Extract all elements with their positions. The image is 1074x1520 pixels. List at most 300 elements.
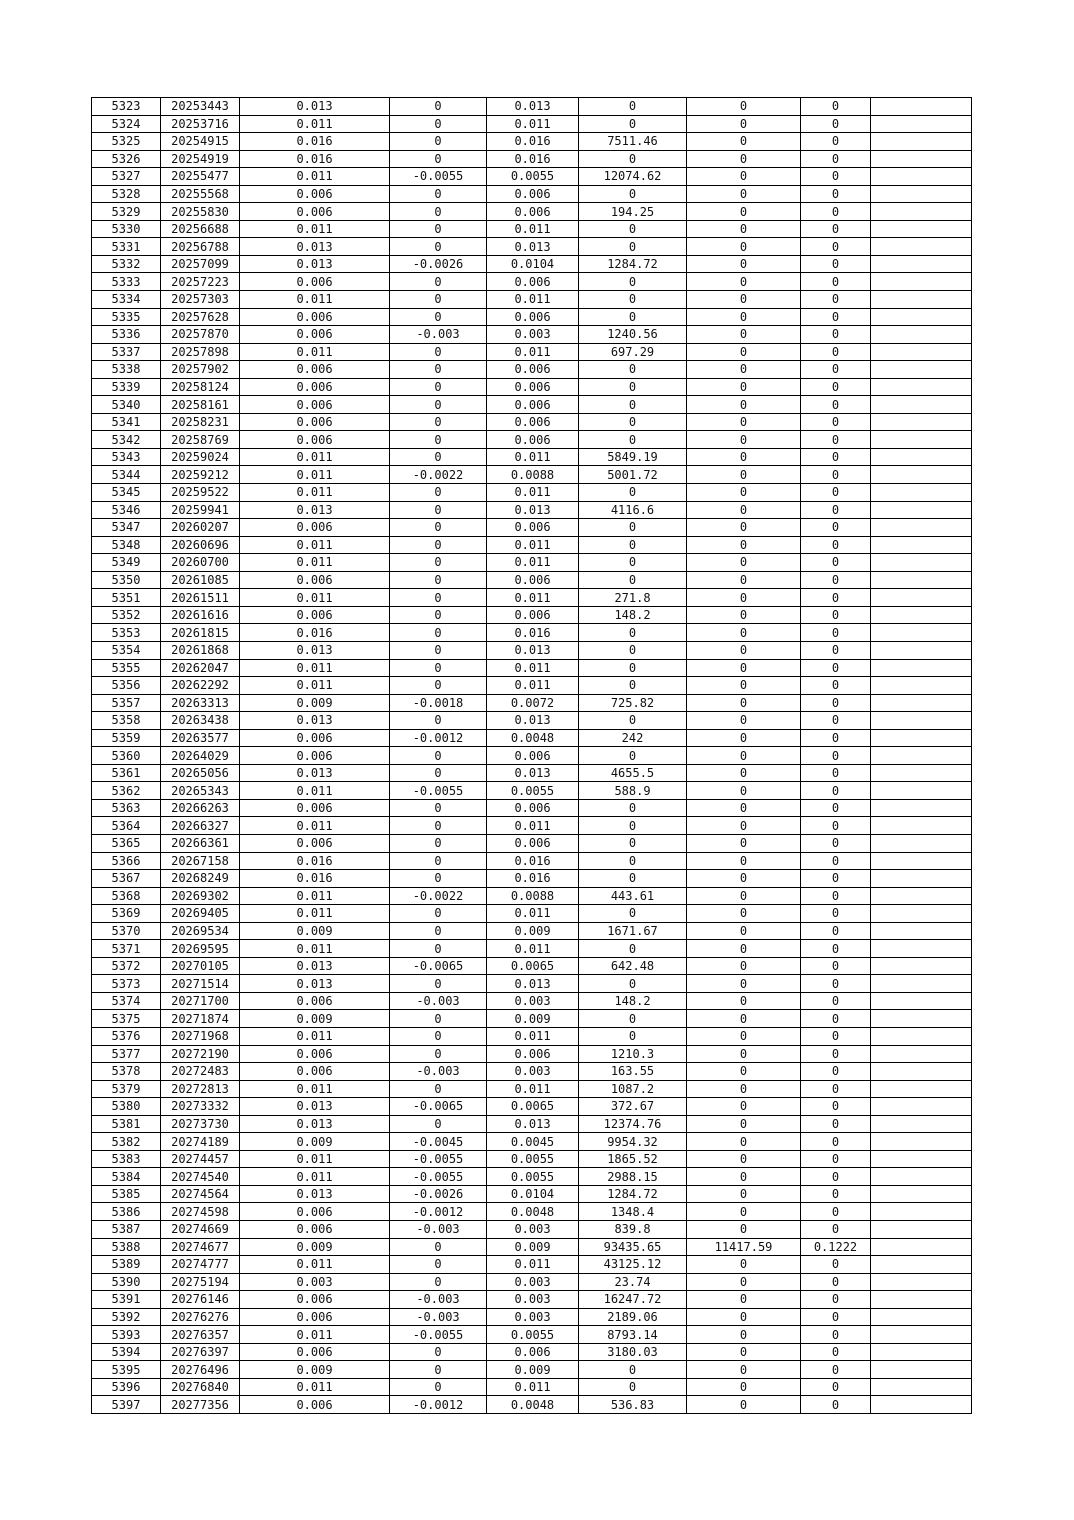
amount-cell: 0 (579, 150, 687, 168)
rate-cell: 0.011 (240, 905, 390, 923)
net-rate-cell: 0.006 (487, 378, 579, 396)
rate-cell: 0.011 (240, 589, 390, 607)
table-row (92, 764, 972, 782)
rate-cell: 0.011 (240, 220, 390, 238)
row-number-cell: 5364 (92, 817, 161, 835)
net-rate-cell: 0.006 (487, 185, 579, 203)
ratio-cell: 0 (801, 1378, 871, 1396)
adjustment-cell: 0 (390, 150, 487, 168)
value-cell: 0 (687, 273, 801, 291)
table-row (92, 1027, 972, 1045)
id-cell: 20258231 (161, 413, 240, 431)
ratio-cell: 0 (801, 203, 871, 221)
row-number-cell: 5356 (92, 677, 161, 695)
value-cell: 0 (687, 922, 801, 940)
table-row (92, 484, 972, 502)
id-cell: 20253716 (161, 115, 240, 133)
blank-cell (871, 361, 972, 379)
ratio-cell: 0 (801, 1150, 871, 1168)
value-cell: 0 (687, 1291, 801, 1309)
value-cell: 0 (687, 484, 801, 502)
adjustment-cell: -0.0026 (390, 1185, 487, 1203)
amount-cell: 1671.67 (579, 922, 687, 940)
ratio-cell: 0 (801, 1308, 871, 1326)
table-row (92, 1221, 972, 1239)
row-number-cell: 5361 (92, 764, 161, 782)
value-cell: 0 (687, 1045, 801, 1063)
rate-cell: 0.013 (240, 255, 390, 273)
net-rate-cell: 0.011 (487, 343, 579, 361)
id-cell: 20263438 (161, 712, 240, 730)
blank-cell (871, 905, 972, 923)
blank-cell (871, 659, 972, 677)
value-cell: 0 (687, 203, 801, 221)
blank-cell (871, 887, 972, 905)
rate-cell: 0.009 (240, 1133, 390, 1151)
blank-cell (871, 1063, 972, 1081)
value-cell: 0 (687, 641, 801, 659)
amount-cell: 372.67 (579, 1098, 687, 1116)
net-rate-cell: 0.011 (487, 448, 579, 466)
value-cell: 0 (687, 255, 801, 273)
row-number-cell: 5323 (92, 98, 161, 116)
blank-cell (871, 484, 972, 502)
rate-cell: 0.006 (240, 1203, 390, 1221)
adjustment-cell: 0 (390, 220, 487, 238)
amount-cell: 3180.03 (579, 1343, 687, 1361)
net-rate-cell: 0.013 (487, 764, 579, 782)
rate-cell: 0.011 (240, 817, 390, 835)
row-number-cell: 5336 (92, 326, 161, 344)
amount-cell: 1284.72 (579, 255, 687, 273)
blank-cell (871, 852, 972, 870)
table-row (92, 1045, 972, 1063)
net-rate-cell: 0.016 (487, 624, 579, 642)
net-rate-cell: 0.009 (487, 1010, 579, 1028)
amount-cell: 0 (579, 905, 687, 923)
row-number-cell: 5359 (92, 729, 161, 747)
id-cell: 20254919 (161, 150, 240, 168)
row-number-cell: 5351 (92, 589, 161, 607)
id-cell: 20274457 (161, 1150, 240, 1168)
row-number-cell: 5338 (92, 361, 161, 379)
net-rate-cell: 0.0048 (487, 1396, 579, 1414)
id-cell: 20257902 (161, 361, 240, 379)
amount-cell: 725.82 (579, 694, 687, 712)
net-rate-cell: 0.0048 (487, 1203, 579, 1221)
amount-cell: 697.29 (579, 343, 687, 361)
rate-cell: 0.013 (240, 98, 390, 116)
amount-cell: 839.8 (579, 1221, 687, 1239)
row-number-cell: 5386 (92, 1203, 161, 1221)
value-cell: 0 (687, 1396, 801, 1414)
table-row (92, 1203, 972, 1221)
adjustment-cell: 0 (390, 361, 487, 379)
table-row (92, 255, 972, 273)
blank-cell (871, 729, 972, 747)
table-row (92, 466, 972, 484)
id-cell: 20274189 (161, 1133, 240, 1151)
rate-cell: 0.016 (240, 150, 390, 168)
adjustment-cell: -0.003 (390, 1291, 487, 1309)
id-cell: 20262292 (161, 677, 240, 695)
net-rate-cell: 0.0072 (487, 694, 579, 712)
amount-cell: 0 (579, 852, 687, 870)
blank-cell (871, 1185, 972, 1203)
net-rate-cell: 0.0055 (487, 782, 579, 800)
net-rate-cell: 0.011 (487, 589, 579, 607)
rate-cell: 0.006 (240, 396, 390, 414)
blank-cell (871, 273, 972, 291)
value-cell: 0 (687, 1063, 801, 1081)
row-number-cell: 5324 (92, 115, 161, 133)
rate-cell: 0.011 (240, 782, 390, 800)
net-rate-cell: 0.016 (487, 133, 579, 151)
ratio-cell: 0 (801, 1396, 871, 1414)
rate-cell: 0.011 (240, 1378, 390, 1396)
amount-cell: 588.9 (579, 782, 687, 800)
net-rate-cell: 0.011 (487, 817, 579, 835)
table-row (92, 133, 972, 151)
blank-cell (871, 1273, 972, 1291)
id-cell: 20261085 (161, 571, 240, 589)
rate-cell: 0.006 (240, 799, 390, 817)
amount-cell: 0 (579, 677, 687, 695)
ratio-cell: 0 (801, 992, 871, 1010)
blank-cell (871, 1133, 972, 1151)
adjustment-cell: -0.0012 (390, 1203, 487, 1221)
ratio-cell: 0 (801, 291, 871, 309)
ratio-cell: 0 (801, 712, 871, 730)
table-row (92, 1256, 972, 1274)
id-cell: 20276840 (161, 1378, 240, 1396)
id-cell: 20259024 (161, 448, 240, 466)
row-number-cell: 5379 (92, 1080, 161, 1098)
rate-cell: 0.006 (240, 185, 390, 203)
table-row (92, 326, 972, 344)
adjustment-cell: -0.0055 (390, 782, 487, 800)
amount-cell: 242 (579, 729, 687, 747)
row-number-cell: 5365 (92, 834, 161, 852)
adjustment-cell: 0 (390, 571, 487, 589)
table-row (92, 1291, 972, 1309)
ratio-cell: 0 (801, 1168, 871, 1186)
net-rate-cell: 0.003 (487, 326, 579, 344)
rate-cell: 0.006 (240, 606, 390, 624)
value-cell: 0 (687, 448, 801, 466)
ratio-cell: 0 (801, 98, 871, 116)
ratio-cell: 0 (801, 1080, 871, 1098)
blank-cell (871, 501, 972, 519)
adjustment-cell: 0 (390, 940, 487, 958)
adjustment-cell: 0 (390, 1238, 487, 1256)
value-cell: 0 (687, 185, 801, 203)
adjustment-cell: 0 (390, 975, 487, 993)
blank-cell (871, 1291, 972, 1309)
id-cell: 20267158 (161, 852, 240, 870)
ratio-cell: 0 (801, 361, 871, 379)
rate-cell: 0.011 (240, 484, 390, 502)
value-cell: 0 (687, 326, 801, 344)
adjustment-cell: 0 (390, 203, 487, 221)
blank-cell (871, 168, 972, 186)
blank-cell (871, 238, 972, 256)
table-row (92, 1343, 972, 1361)
adjustment-cell: 0 (390, 185, 487, 203)
row-number-cell: 5385 (92, 1185, 161, 1203)
amount-cell: 0 (579, 1361, 687, 1379)
row-number-cell: 5374 (92, 992, 161, 1010)
ratio-cell: 0 (801, 378, 871, 396)
ratio-cell: 0 (801, 641, 871, 659)
net-rate-cell: 0.013 (487, 501, 579, 519)
net-rate-cell: 0.006 (487, 273, 579, 291)
value-cell: 0 (687, 571, 801, 589)
value-cell: 0 (687, 1080, 801, 1098)
row-number-cell: 5349 (92, 554, 161, 572)
amount-cell: 5849.19 (579, 448, 687, 466)
adjustment-cell: 0 (390, 396, 487, 414)
net-rate-cell: 0.0088 (487, 887, 579, 905)
amount-cell: 0 (579, 624, 687, 642)
adjustment-cell: 0 (390, 1343, 487, 1361)
amount-cell: 0 (579, 519, 687, 537)
ratio-cell: 0 (801, 501, 871, 519)
ratio-cell: 0 (801, 466, 871, 484)
net-rate-cell: 0.0055 (487, 168, 579, 186)
id-cell: 20261511 (161, 589, 240, 607)
blank-cell (871, 1256, 972, 1274)
net-rate-cell: 0.006 (487, 519, 579, 537)
rate-cell: 0.006 (240, 729, 390, 747)
ratio-cell: 0 (801, 852, 871, 870)
blank-cell (871, 255, 972, 273)
id-cell: 20257870 (161, 326, 240, 344)
value-cell: 0 (687, 957, 801, 975)
ratio-cell: 0 (801, 1291, 871, 1309)
value-cell: 0 (687, 747, 801, 765)
ratio-cell: 0 (801, 308, 871, 326)
row-number-cell: 5366 (92, 852, 161, 870)
net-rate-cell: 0.0104 (487, 255, 579, 273)
id-cell: 20258161 (161, 396, 240, 414)
value-cell: 0 (687, 606, 801, 624)
ratio-cell: 0 (801, 870, 871, 888)
blank-cell (871, 1080, 972, 1098)
amount-cell: 0 (579, 308, 687, 326)
amount-cell: 16247.72 (579, 1291, 687, 1309)
amount-cell: 0 (579, 115, 687, 133)
row-number-cell: 5342 (92, 431, 161, 449)
table-row (92, 1115, 972, 1133)
blank-cell (871, 1203, 972, 1221)
table-row (92, 413, 972, 431)
blank-cell (871, 1150, 972, 1168)
blank-cell (871, 1378, 972, 1396)
blank-cell (871, 133, 972, 151)
rate-cell: 0.013 (240, 712, 390, 730)
amount-cell: 0 (579, 975, 687, 993)
amount-cell: 23.74 (579, 1273, 687, 1291)
blank-cell (871, 1115, 972, 1133)
amount-cell: 1284.72 (579, 1185, 687, 1203)
blank-cell (871, 834, 972, 852)
id-cell: 20260700 (161, 554, 240, 572)
ratio-cell: 0 (801, 1115, 871, 1133)
net-rate-cell: 0.006 (487, 308, 579, 326)
id-cell: 20259941 (161, 501, 240, 519)
adjustment-cell: 0 (390, 378, 487, 396)
amount-cell: 8793.14 (579, 1326, 687, 1344)
ratio-cell: 0 (801, 975, 871, 993)
ratio-cell: 0 (801, 484, 871, 502)
rate-cell: 0.006 (240, 1291, 390, 1309)
blank-cell (871, 1221, 972, 1239)
amount-cell: 9954.32 (579, 1133, 687, 1151)
amount-cell: 642.48 (579, 957, 687, 975)
adjustment-cell: 0 (390, 238, 487, 256)
blank-cell (871, 624, 972, 642)
rate-cell: 0.016 (240, 624, 390, 642)
blank-cell (871, 641, 972, 659)
row-number-cell: 5394 (92, 1343, 161, 1361)
adjustment-cell: 0 (390, 1010, 487, 1028)
table-row (92, 905, 972, 923)
ratio-cell: 0 (801, 448, 871, 466)
id-cell: 20273332 (161, 1098, 240, 1116)
row-number-cell: 5326 (92, 150, 161, 168)
amount-cell: 0 (579, 291, 687, 309)
id-cell: 20269405 (161, 905, 240, 923)
row-number-cell: 5388 (92, 1238, 161, 1256)
table-row (92, 992, 972, 1010)
net-rate-cell: 0.011 (487, 1256, 579, 1274)
id-cell: 20258769 (161, 431, 240, 449)
blank-cell (871, 554, 972, 572)
row-number-cell: 5395 (92, 1361, 161, 1379)
net-rate-cell: 0.006 (487, 571, 579, 589)
net-rate-cell: 0.006 (487, 431, 579, 449)
row-number-cell: 5382 (92, 1133, 161, 1151)
amount-cell: 0 (579, 220, 687, 238)
row-number-cell: 5373 (92, 975, 161, 993)
id-cell: 20266361 (161, 834, 240, 852)
row-number-cell: 5396 (92, 1378, 161, 1396)
id-cell: 20276146 (161, 1291, 240, 1309)
ratio-cell: 0 (801, 1203, 871, 1221)
row-number-cell: 5360 (92, 747, 161, 765)
table-row (92, 1150, 972, 1168)
ratio-cell: 0.1222 (801, 1238, 871, 1256)
row-number-cell: 5377 (92, 1045, 161, 1063)
row-number-cell: 5383 (92, 1150, 161, 1168)
id-cell: 20257223 (161, 273, 240, 291)
adjustment-cell: -0.0045 (390, 1133, 487, 1151)
value-cell: 0 (687, 168, 801, 186)
adjustment-cell: 0 (390, 677, 487, 695)
table-body (92, 98, 972, 1414)
blank-cell (871, 1396, 972, 1414)
id-cell: 20274540 (161, 1168, 240, 1186)
ratio-cell: 0 (801, 343, 871, 361)
adjustment-cell: 0 (390, 712, 487, 730)
id-cell: 20257898 (161, 343, 240, 361)
blank-cell (871, 536, 972, 554)
rate-cell: 0.013 (240, 641, 390, 659)
value-cell: 0 (687, 1343, 801, 1361)
amount-cell: 1087.2 (579, 1080, 687, 1098)
value-cell: 0 (687, 536, 801, 554)
blank-cell (871, 606, 972, 624)
row-number-cell: 5387 (92, 1221, 161, 1239)
ratio-cell: 0 (801, 326, 871, 344)
net-rate-cell: 0.0065 (487, 957, 579, 975)
row-number-cell: 5333 (92, 273, 161, 291)
blank-cell (871, 957, 972, 975)
amount-cell: 271.8 (579, 589, 687, 607)
id-cell: 20272190 (161, 1045, 240, 1063)
ratio-cell: 0 (801, 396, 871, 414)
net-rate-cell: 0.0045 (487, 1133, 579, 1151)
id-cell: 20257303 (161, 291, 240, 309)
rate-cell: 0.013 (240, 238, 390, 256)
rate-cell: 0.011 (240, 115, 390, 133)
adjustment-cell: 0 (390, 589, 487, 607)
value-cell: 0 (687, 870, 801, 888)
adjustment-cell: 0 (390, 98, 487, 116)
blank-cell (871, 1343, 972, 1361)
table-row (92, 624, 972, 642)
rate-cell: 0.006 (240, 571, 390, 589)
id-cell: 20257628 (161, 308, 240, 326)
table-row (92, 659, 972, 677)
amount-cell: 0 (579, 641, 687, 659)
amount-cell: 0 (579, 396, 687, 414)
amount-cell: 0 (579, 870, 687, 888)
net-rate-cell: 0.003 (487, 1308, 579, 1326)
amount-cell: 0 (579, 431, 687, 449)
rate-cell: 0.003 (240, 1273, 390, 1291)
blank-cell (871, 589, 972, 607)
rate-cell: 0.013 (240, 501, 390, 519)
id-cell: 20276357 (161, 1326, 240, 1344)
table-row (92, 694, 972, 712)
id-cell: 20261868 (161, 641, 240, 659)
blank-cell (871, 413, 972, 431)
id-cell: 20261616 (161, 606, 240, 624)
amount-cell: 2189.06 (579, 1308, 687, 1326)
blank-cell (871, 677, 972, 695)
value-cell: 0 (687, 1326, 801, 1344)
table-row (92, 115, 972, 133)
adjustment-cell: 0 (390, 431, 487, 449)
table-row (92, 501, 972, 519)
table-row (92, 834, 972, 852)
value-cell: 0 (687, 378, 801, 396)
amount-cell: 0 (579, 185, 687, 203)
row-number-cell: 5370 (92, 922, 161, 940)
id-cell: 20265343 (161, 782, 240, 800)
id-cell: 20272813 (161, 1080, 240, 1098)
blank-cell (871, 343, 972, 361)
value-cell: 0 (687, 1273, 801, 1291)
row-number-cell: 5363 (92, 799, 161, 817)
amount-cell: 0 (579, 273, 687, 291)
amount-cell: 0 (579, 484, 687, 502)
blank-cell (871, 1010, 972, 1028)
ratio-cell: 0 (801, 431, 871, 449)
value-cell: 0 (687, 98, 801, 116)
